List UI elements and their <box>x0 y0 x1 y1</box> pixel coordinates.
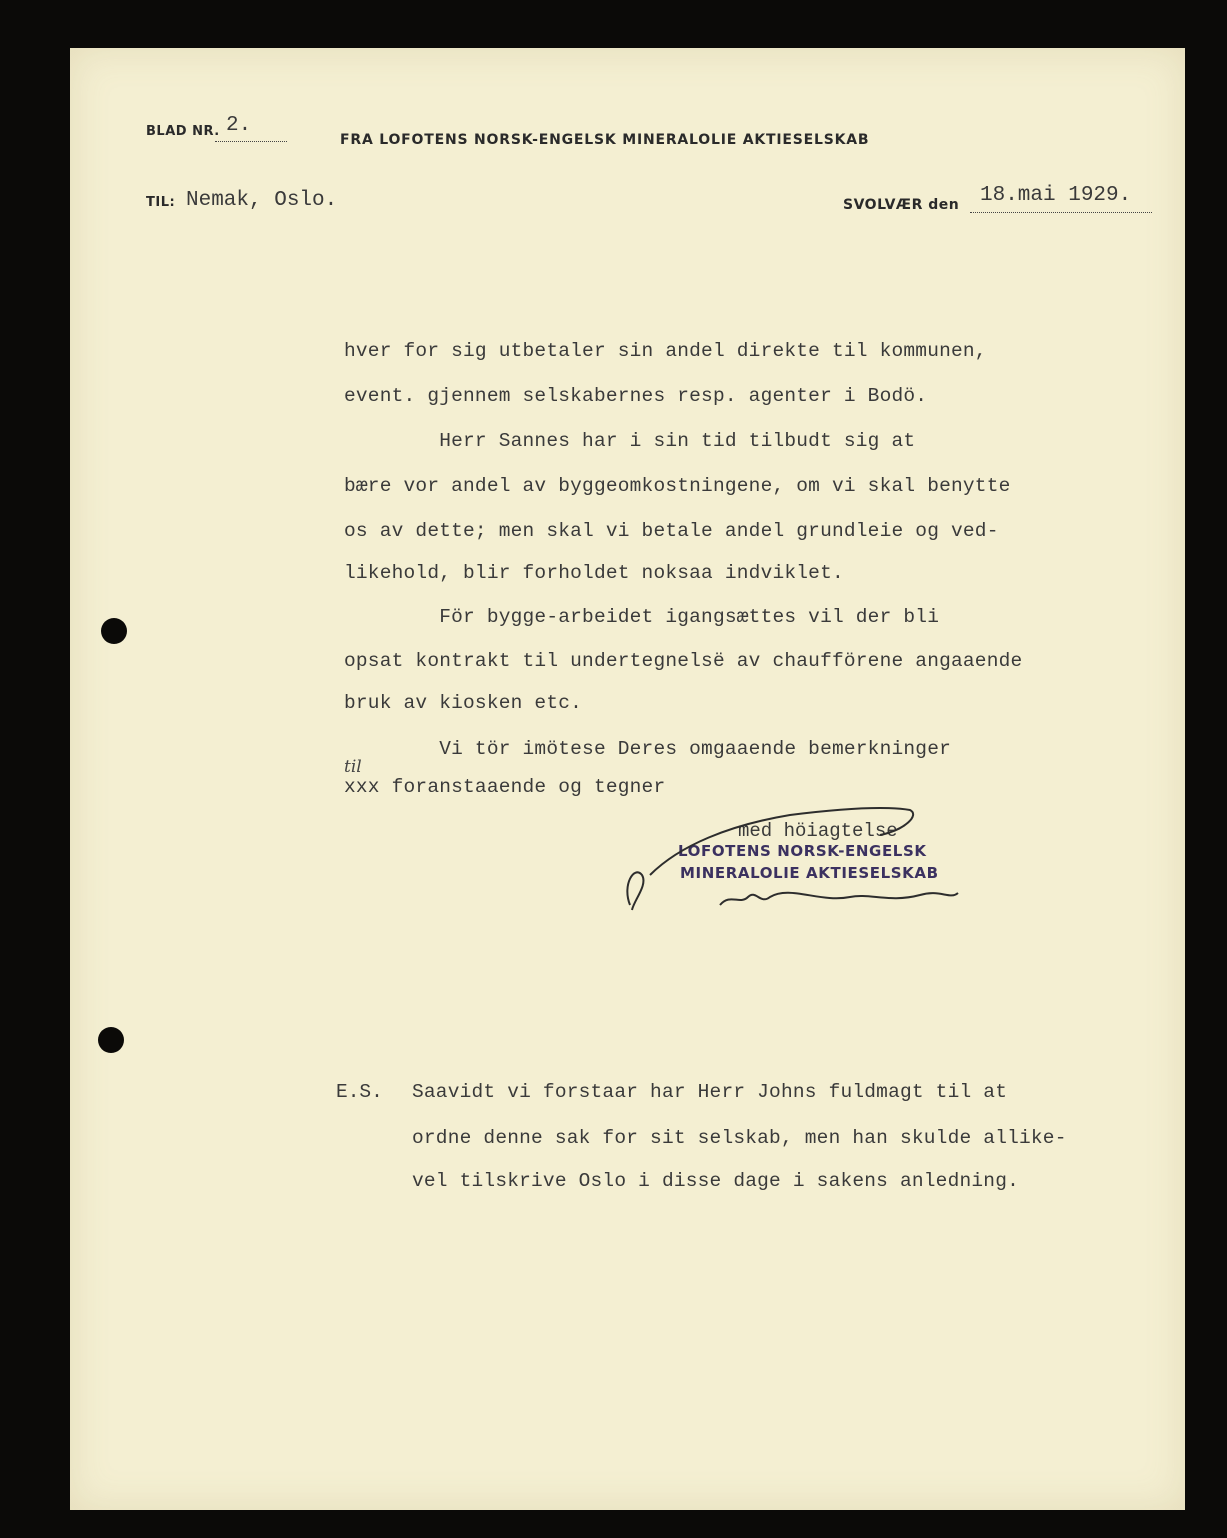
body-line: likehold, blir forholdet noksaa indviklet. <box>344 562 844 584</box>
body-line: För bygge-arbeidet igangsættes vil der bli <box>344 606 940 628</box>
body-line: event. gjennem selskabernes resp. agenter i Bodö. <box>344 385 928 407</box>
blad-number: 2. <box>226 114 252 137</box>
company-stamp-line1: LOFOTENS NORSK-ENGELSK <box>678 842 927 860</box>
postscript-label: E.S. <box>336 1081 383 1103</box>
til-label: TIL: <box>146 195 176 210</box>
body-line: opsat kontrakt til undertegnelsë av chaufförene angaaende <box>344 650 1023 672</box>
blad-underline <box>215 141 287 142</box>
date-underline <box>970 212 1152 213</box>
body-line: hver for sig utbetaler sin andel direkte til kommunen, <box>344 340 987 362</box>
handwritten-correction: til <box>344 757 362 777</box>
blad-label: BLAD NR. <box>146 124 220 139</box>
body-line: os av dette; men skal vi betale andel grundleie og ved- <box>344 520 999 542</box>
body-line: bære vor andel av byggeomkostningene, om vi skal benytte <box>344 475 1011 497</box>
postscript-line: ordne denne sak for sit selskab, men han skulde allike- <box>412 1127 1067 1149</box>
company-header: FRA LOFOTENS NORSK-ENGELSK MINERALOLIE AKTIESELSKAB <box>340 132 870 148</box>
postscript-line: Saavidt vi forstaar har Herr Johns fuldmagt til at <box>412 1081 1008 1103</box>
closing: med höiagtelse <box>738 820 898 842</box>
letter-date: 18.mai 1929. <box>980 184 1132 207</box>
signature-mark <box>620 805 980 915</box>
recipient: Nemak, Oslo. <box>186 189 338 212</box>
body-line: xxx foranstaaende og tegner <box>344 776 666 798</box>
body-line: bruk av kiosken etc. <box>344 692 583 714</box>
punch-hole-bottom <box>98 1027 124 1053</box>
postscript-line: vel tilskrive Oslo i disse dage i sakens anledning. <box>412 1170 1019 1192</box>
body-line: Herr Sannes har i sin tid tilbudt sig at <box>344 430 916 452</box>
body-line: Vi tör imötese Deres omgaaende bemerkninger <box>344 738 951 760</box>
place-label: SVOLVÆR den <box>843 197 960 213</box>
company-stamp-line2: MINERALOLIE AKTIESELSKAB <box>680 864 939 882</box>
punch-hole-top <box>101 618 127 644</box>
